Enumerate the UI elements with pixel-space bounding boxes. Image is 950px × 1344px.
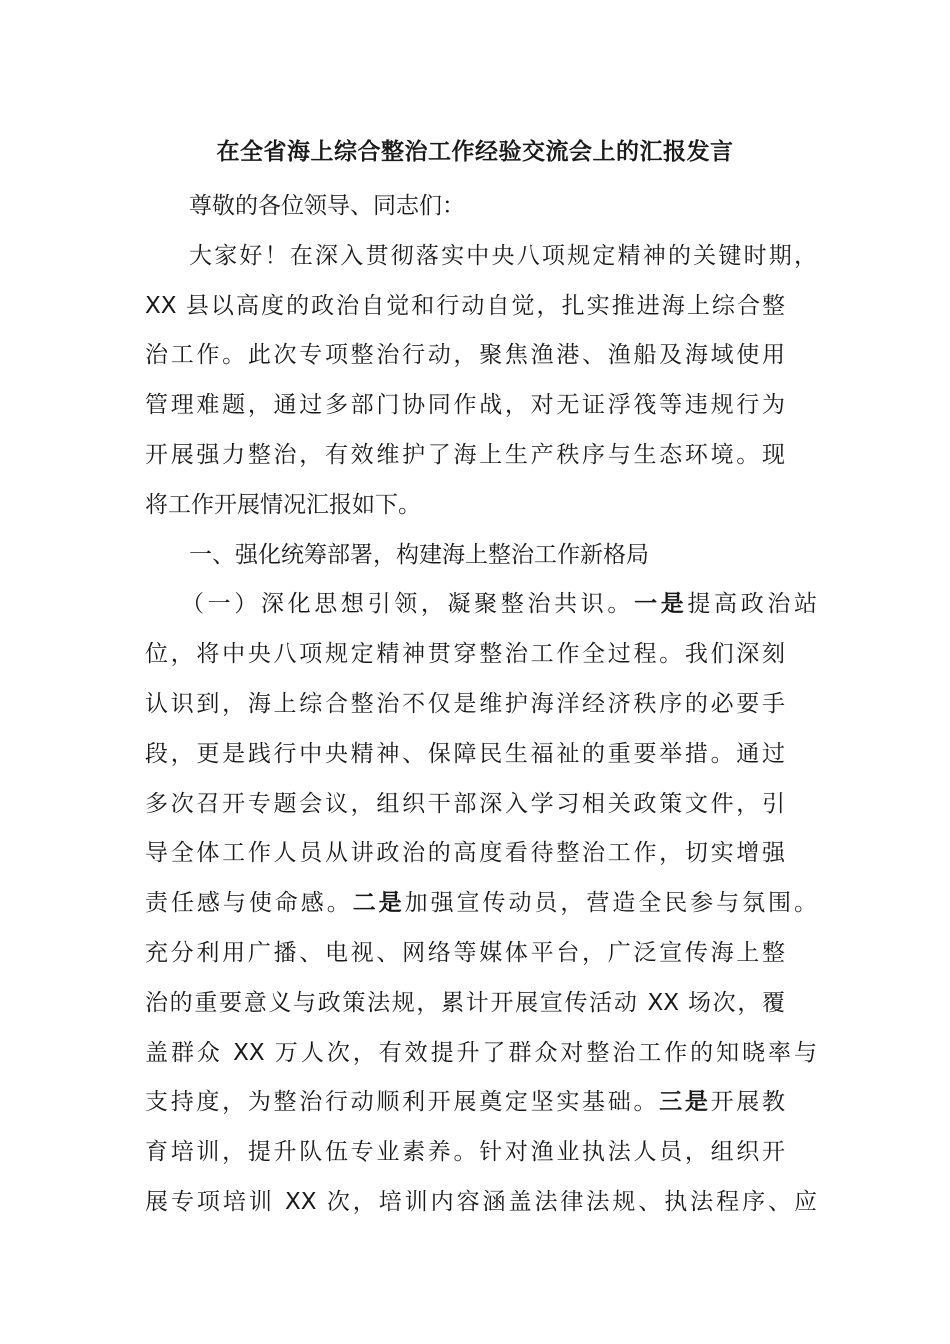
salutation: 尊敬的各位领导、同志们： — [189, 193, 465, 219]
para-line-12: 育培训，提升队伍专业素养。针对渔业执法人员，组织开 — [145, 1139, 785, 1166]
point-1-lead: 提高政治站 — [687, 591, 818, 618]
para-line-9: 治的重要意义与政策法规，累计开展宣传活动 XX 场次，覆 — [145, 989, 785, 1016]
para-line-10: 盖群众 XX 万人次，有效提升了群众对整治工作的知晓率与 — [145, 1039, 817, 1066]
intro-line-6: 将工作开展情况汇报如下。 — [145, 491, 421, 518]
document-body — [145, 182, 817, 1228]
point-label-1: 一是 — [634, 591, 688, 618]
intro-line-4: 管理难题，通过多部门协同作战，对无证浮筏等违规行为 — [145, 392, 785, 419]
para-line-1 — [145, 580, 817, 630]
point-label-2: 二是 — [352, 890, 405, 917]
para-line-13: 展专项培训 XX 次，培训内容涵盖法律法规、执法程序、应 — [145, 1188, 817, 1215]
para-line-5: 多次召开专题会议，组织干部深入学习相关政策文件，引 — [145, 790, 785, 817]
point-label-3: 三是 — [659, 1089, 711, 1116]
intro-line-5: 开展强力整治，有效维护了海上生产秩序与生态环境。现 — [145, 441, 785, 468]
document-title: 在全省海上综合整治工作经验交流会上的汇报发言 — [216, 139, 734, 165]
para-line-8: 充分利用广播、电视、网络等媒体平台，广泛宣传海上整 — [145, 939, 785, 966]
section-1-heading: 一、强化统筹部署，构建海上整治工作新格局 — [189, 541, 649, 568]
intro-line-1: 大家好！在深入贯彻落实中央八项规定精神的关键时期， — [189, 242, 817, 269]
para-line-2: 位，将中央八项规定精神贯穿整治工作全过程。我们深刻 — [145, 641, 785, 668]
subsection-1-heading: （一）深化思想引领，凝聚整治共识。 — [181, 591, 635, 618]
intro-line-2: XX 县以高度的政治自觉和行动自觉，扎实推进海上综合整 — [145, 292, 785, 319]
para-line-7-pre: 责任感与使命感。 — [145, 890, 353, 917]
para-line-7-post: 加强宣传动员，营造全民参与氛围。 — [404, 890, 818, 917]
para-line-11 — [145, 1078, 785, 1128]
para-line-7 — [145, 879, 817, 929]
para-line-11-pre: 支持度，为整治行动顺利开展奠定坚实基础。 — [145, 1089, 660, 1116]
para-line-3: 认识到，海上综合整治不仅是维护海洋经济秩序的必要手 — [145, 690, 785, 717]
intro-line-3: 治工作。此次专项整治行动，聚焦渔港、渔船及海域使用 — [145, 342, 785, 369]
para-line-11-post: 开展教 — [710, 1089, 786, 1116]
para-line-4: 段，更是践行中央精神、保障民生福祉的重要举措。通过 — [145, 740, 785, 767]
para-line-6: 导全体工作人员从讲政治的高度看待整治工作，切实增强 — [145, 840, 785, 867]
